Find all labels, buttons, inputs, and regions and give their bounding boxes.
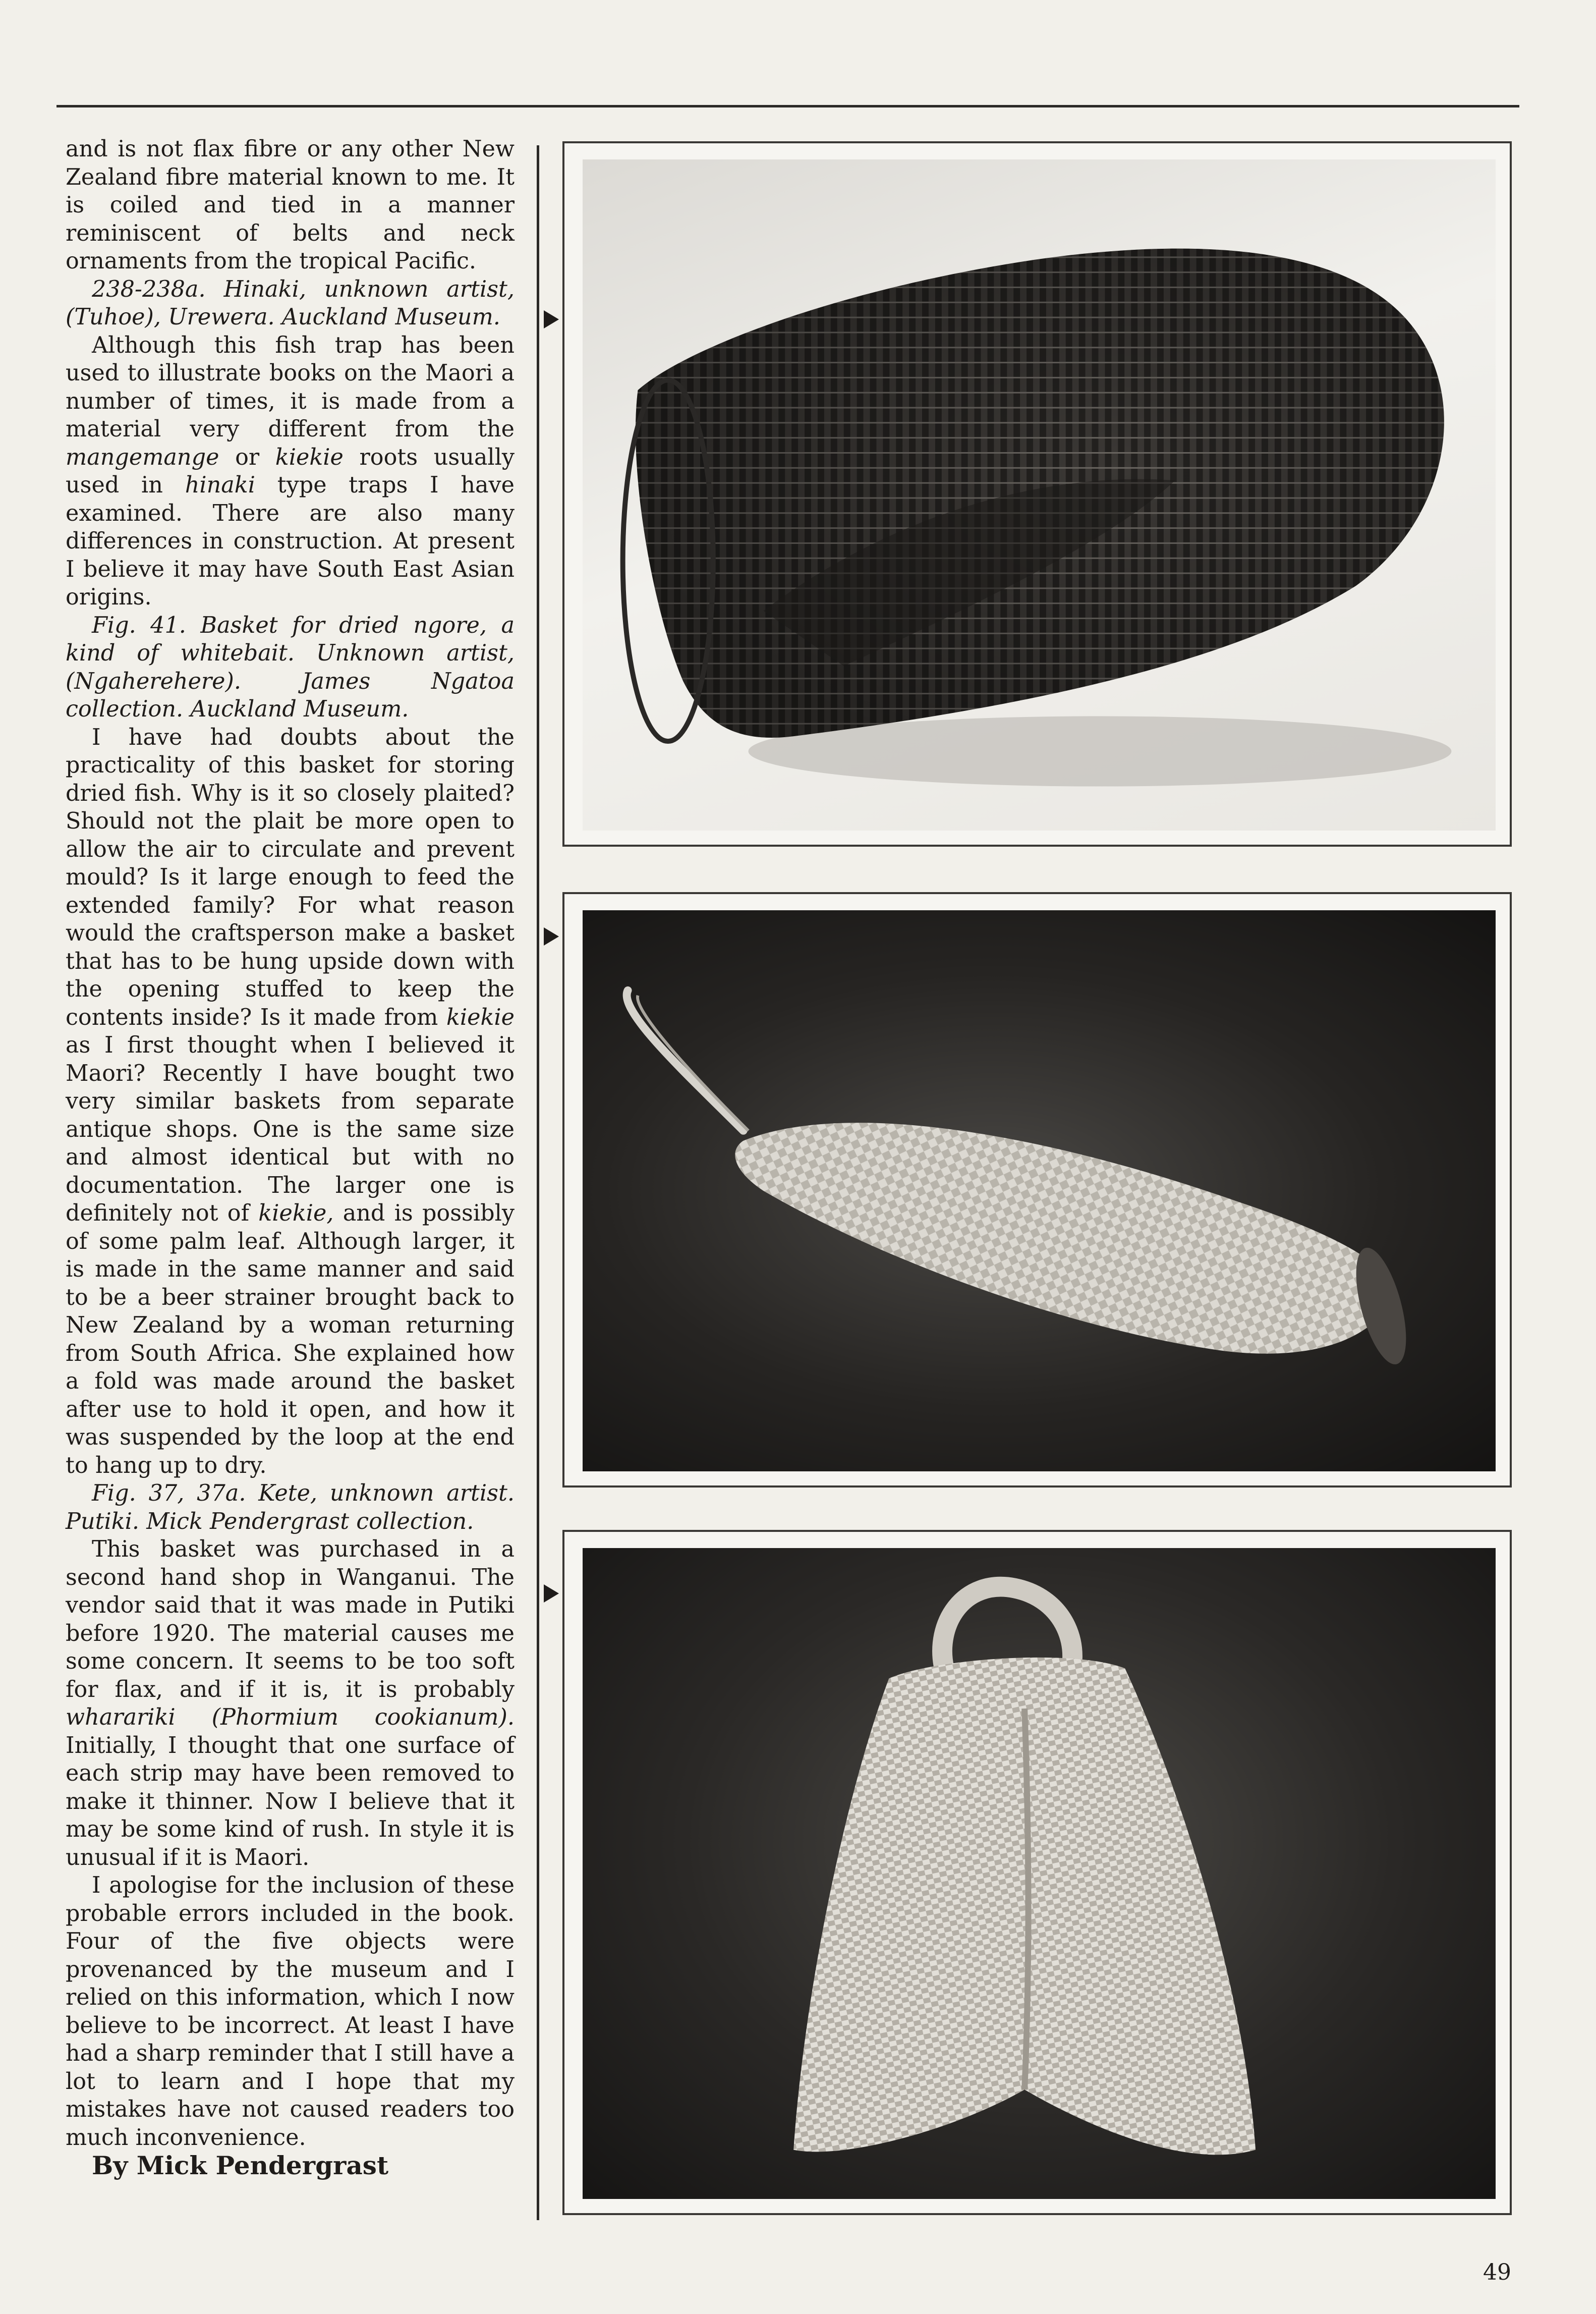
page-number: 49 (1483, 2260, 1511, 2285)
byline: By Mick Pendergrast (92, 2151, 389, 2180)
kete-basket-photo (583, 1548, 1496, 2199)
paragraph-ngore-basket: I have had doubts about the practicality of this basket for storing dried fish. Why is it so closely plaited? Should not the plait be more open to allow the air to circulate and prevent mould? Is it large enough to feed the extended family? For what reason would the craftsperson make a basket that has to be hung upside down with the opening stuffed to keep the contents inside? Is it made from kiekie as I first thought when I believed it Maori? Recently I have bought two very similar baskets from separate antique shops. One is the same size and almost identical but with no documentation. The larger one is definitely not of kiekie, and is possibly of some palm leaf. Although larger, it is made in the same manner and said to be a beer strainer brought back to New Zealand by a woman returning from South Africa. She explained how a fold was made around the basket after use to hold it open, and how it was suspended by the loop at the end to hang up to dry. (66, 724, 515, 1478)
ngore-basket-illustration (583, 910, 1496, 1471)
photo-frame-hinaki (562, 141, 1512, 847)
article-text (66, 135, 515, 2180)
term-mangemange: mangemange (66, 444, 219, 470)
pointer-arrow-icon (544, 1584, 559, 1603)
caption-hinaki: 238-238a. Hinaki, unknown artist, (Tuhoe), Urewera. Auckland Museum. (66, 276, 515, 330)
term-kiekie: kiekie (275, 444, 344, 470)
term-kiekie-3: kiekie, (258, 1200, 334, 1226)
term-hinaki: hinaki (185, 472, 255, 498)
photo-frame-kete (562, 1530, 1512, 2215)
term-kiekie-2: kiekie (446, 1004, 515, 1030)
paragraph-apology: I apologise for the inclusion of these probable errors included in the book. Four of the five objects were provenanced by the museum and I relied on this information, which I now believe to be incorrect. At least I have had a sharp reminder that I still have a lot to learn and I hope that my mistakes have not caused readers too much inconvenience. (66, 1872, 515, 2151)
top-rule (56, 105, 1519, 107)
pointer-arrow-icon (544, 927, 559, 946)
pointer-arrow-icon (544, 310, 559, 328)
paragraph-kete: This basket was purchased in a second hand shop in Wanganui. The vendor said that it was made in Putiki before 1920. The material causes me some concern. It seems to be too soft for flax, and if it is, it is probably wharariki (Phormium cookianum). Initially, I thought that one surface of each strip may have been removed to make it thinner. Now I believe that it may be some kind of rush. In style it is unusual if it is Maori. (66, 1536, 515, 1870)
kete-basket-illustration (583, 1548, 1496, 2199)
term-wharariki: wharariki (Phormium cookianum). (66, 1704, 515, 1730)
ngore-basket-photo (583, 910, 1496, 1471)
paragraph-hinaki: Although this fish trap has been used to illustrate books on the Maori a number of times, it is made from a material very different from the mangemange or kiekie roots usually used in hinaki type traps I have examined. There are also many differences in construction. At present I believe it may have South East Asian origins. (66, 332, 515, 610)
column-rule (537, 145, 539, 2220)
photo-frame-ngore-basket (562, 892, 1512, 1487)
intro-paragraph: and is not flax fibre or any other New Zealand fibre material known to me. It is coiled and tied in a manner reminiscent of belts and neck ornaments from the tropical Pacific. (66, 136, 515, 274)
caption-ngore-basket: Fig. 41. Basket for dried ngore, a kind of whitebait. Unknown artist, (Ngaherehere). James Ngatoa collection. Auckland Museum. (66, 612, 515, 722)
hinaki-fish-trap-photo (583, 159, 1496, 831)
fish-trap-illustration (583, 159, 1496, 831)
caption-kete: Fig. 37, 37a. Kete, unknown artist. Putiki. Mick Pendergrast collection. (66, 1480, 515, 1534)
